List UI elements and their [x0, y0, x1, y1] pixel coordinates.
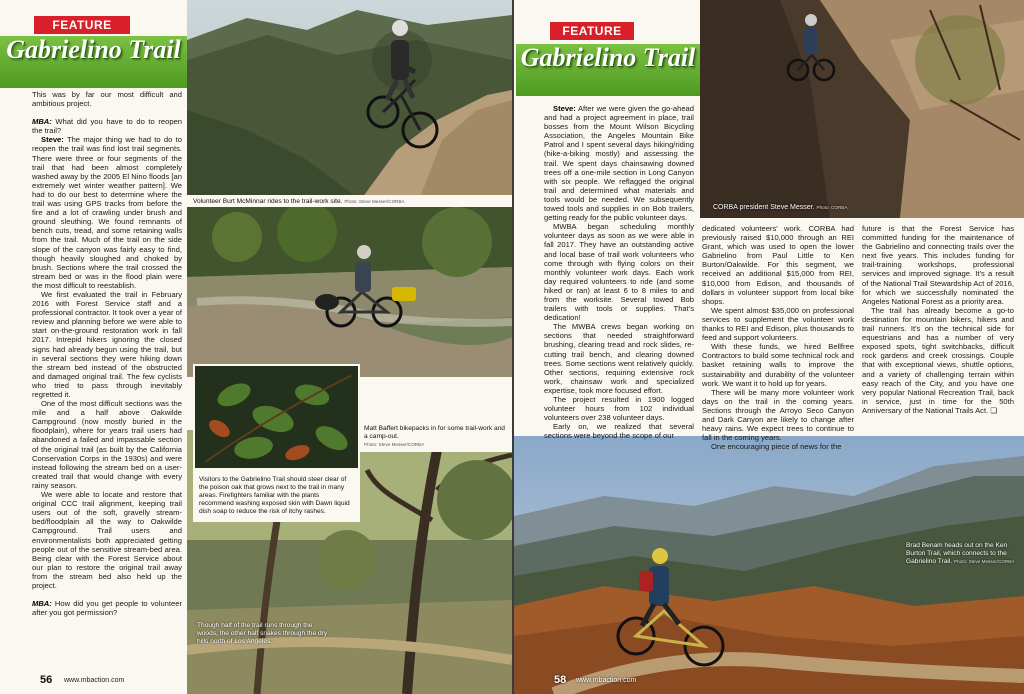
page-number-left: 56 [40, 674, 53, 686]
paragraph-2: We first evaluated the trail in February 2016 with Forest Service staff and a professional contractor. It took over a year of review and planning before we were able to start on-the-ground restoration work in fall 2017. Intrepid hikers ignoring the closed signs had already begun using the trail, but in several sections they were hiking down the stream bed instead of the obstructed and damaged original trail. The few cyclists who tried to pass through inevitably regretted it. [32, 289, 182, 399]
photo-poison-oak [193, 364, 360, 470]
paragraph-mwba-crews: The MWBA crews began working on sections that needed straightforward brushing, clearing tread and rock slides, re-cutting trail bench, and clearing downed trees. Some sections went relatively quickly. Other sections, requiring extensive rock work, chainsaw work and specialized expertise, took more focused effort. [544, 322, 694, 395]
right-page [514, 0, 1024, 694]
article-column-right-3 [862, 224, 1014, 415]
photo-rider-mountain-trail [187, 0, 512, 205]
feature-title: Gabrielino Trail [0, 36, 187, 88]
paragraph-more-workdays: There will be many more volunteer work days on the trail in the coming years. Sections through the Arroyo Seco Canyon and Dark Canyon are likely to change after heavy rains. We expect trees to continue to fall in the coming years. [702, 387, 854, 443]
answer-1: Steve: The major thing we had to do to reopen the trail was find lost trail segments. There were three or four segments of the trail that had been almost completely washed away by the 2005 El Nino floods [an extremely wet winter weather pattern]. We had to do our best to determine where the trail was using GPS tracks from before the fire and a lot of crawling under brush and ground sleuthing. We found remnants of bench cuts, tread, and some retaining walls from the trail. Much of the trail on the side slope of the canyon was fairly easy to find, though heavily sloughed and choked by brush. Sections where the trail crossed the stream bed or was in the flood plain were the most difficult to reestablish. [32, 135, 182, 290]
article-column-right-1 [544, 104, 694, 440]
page-number-right: 58 [554, 674, 567, 686]
paragraph-corba-grant: dedicated volunteers' work. CORBA had previously raised $10,000 through an REI Grant, which was used to open the lower Gabrielino from Paul Little to Ken Burton/Oakwilde. For this segment, we received an additional $15,000 from REI, $10,000 from Edison, and thousands of dollars in volunteer support from local bike shops. [702, 224, 854, 306]
paragraph-project-hours: The project resulted in 1900 logged volunteer hours from 102 individual volunteers over 238 volunteer days. [544, 395, 694, 423]
paragraph-steve: Steve: After we were given the go-ahead and had a project agreement in place, trail bosses from the Mount Wilson Bicycling Association, the Angeles Mountain Bike Patrol and I spent several days hiking/riding (hike-a-biking mostly) and assessing the trail. We spent days chainsawing downed trees off a one-mile section in Long Canyon with six people. We reflagged the original trail and determined what materials and tools would be needed. We subsequently towed tools and supplies in on Bob trailers, getting ready for the public volunteer days. [544, 104, 694, 223]
site-url-right: www.mbaction.com [576, 677, 637, 684]
paragraph-spending: We spent almost $35,000 on professional services to supplement the volunteer work thanks to REI and Edison, plus thousands to feed and support volunteers. [702, 305, 854, 343]
caption-4: Though half of the trail runs through the woods, the other half snakes through the dry hills north of Los Angeles. [197, 622, 328, 645]
article-column-right-2 [702, 224, 854, 451]
caption-2: Matt Baffert bikepacks in for some trail-work and a camp-out. Photo: Steve Messer/CORBA [360, 422, 512, 452]
feature-badge: FEATURE [34, 16, 130, 34]
question-2: MBA: How did you get people to volunteer after you got permission? [32, 599, 182, 618]
paragraph-4: We were able to locate and restore that original CCC trail alignment, keeping trail users out of the soft, gravelly stream-bed/floodplain all the way to Oakwilde Campground. Trail users and environmentalists both appreciated getting people out of the sensitive stream-bed area. Being clear with the Forest Service about our plan to restore the original trail away from the stream bed also held up the project. [32, 490, 182, 590]
paragraph-encouraging: One encouraging piece of news for the [711, 442, 842, 452]
question-1: MBA: What did you have to do to reopen the trail? [32, 117, 182, 136]
caption-right-2: Brad Benam heads out on the Ken Burton Trail, which connects to the Gabrielino Trail. Photo: Steve Messer/CORBA [906, 542, 1015, 565]
paragraph-3: One of the most difficult sections was the mile and a half above Oakwilde Campground (now mostly buried in the floodplain), where for years trail users had abandoned a failed and impassable section of the original trail (as built by the California Conservation Corps in the 1930s) and were instead following the stream bed on a user-created trail that would change with every rainy season. [32, 399, 182, 490]
paragraph-early-on: Early on, we realized that several sections were beyond the scope of our [544, 422, 694, 441]
paragraph-future-funding: future is that the Forest Service has committed funding for the maintenance of the Gabrielino and connecting trails over the next five years. This includes funding for trail-training workshops, professional services and improved signage. It's a result of the National Trail Stewardship Act of 2016, for which we successfully nominated the Angeles National Forest as a priority area. [862, 224, 1014, 306]
caption-1: Volunteer Burt McMinnar rides to the trail-work site. Photo: Steve Messer/CORBA [187, 195, 512, 209]
photo-corba-president [700, 0, 1024, 218]
caption-3: Visitors to the Gabrielino Trail should steer clear of the poison oak that grows next to the trail in many areas. Firefighters familiar with the plants recommend washing exposed skin with Dawn liquid dish soap to reduce the risk of itchy rashes. [193, 470, 360, 522]
caption-right-1: CORBA president Steve Messer. Photo: CORBA [713, 204, 848, 211]
photo-bikepacking-creek [187, 207, 512, 377]
feature-badge-right: FEATURE [550, 22, 634, 40]
end-mark: ❏ [990, 405, 998, 415]
intro-paragraph: This was by far our most difficult and ambitious project. [32, 90, 182, 109]
paragraph-contractors: With these funds, we hired Bellfree Contractors to build some technical rock and basket retaining walls to improve the sustainability and durability of the volunteer work. We want it to hold up for years. [702, 342, 854, 388]
paragraph-mwba-schedule: MWBA began scheduling monthly volunteer days as soon as we were able in fall 2017. They have an outstanding active and local base of trail work volunteers who come through with flying colors on their monthly volunteer work days. Each work day required volunteers to ride (and some hiked or ran) at least 6 to 8 miles to and from the worksite. Several towed Bob trailers with tools or supplies. That's dedication! [544, 222, 694, 323]
paragraph-destination: The trail has already become a go-to destination for mountain bikers, hikers and trail runners. It's on the technical side for equestrians and has a number of very exposed spots, tight switchbacks, difficult rock gardens and creek crossings. Couple that with exceptional views, shuttle options, and a variety of challenging terrain within easy reach of the City, and you have one very popular National Recreation Trail, back in service, just in time for the 50th Anniversary of the National Trails Act. ❏ [862, 305, 1014, 415]
feature-title-right: Gabrielino Trail [516, 44, 700, 96]
site-url-left: www.mbaction.com [64, 677, 125, 684]
article-column-left [32, 90, 182, 617]
